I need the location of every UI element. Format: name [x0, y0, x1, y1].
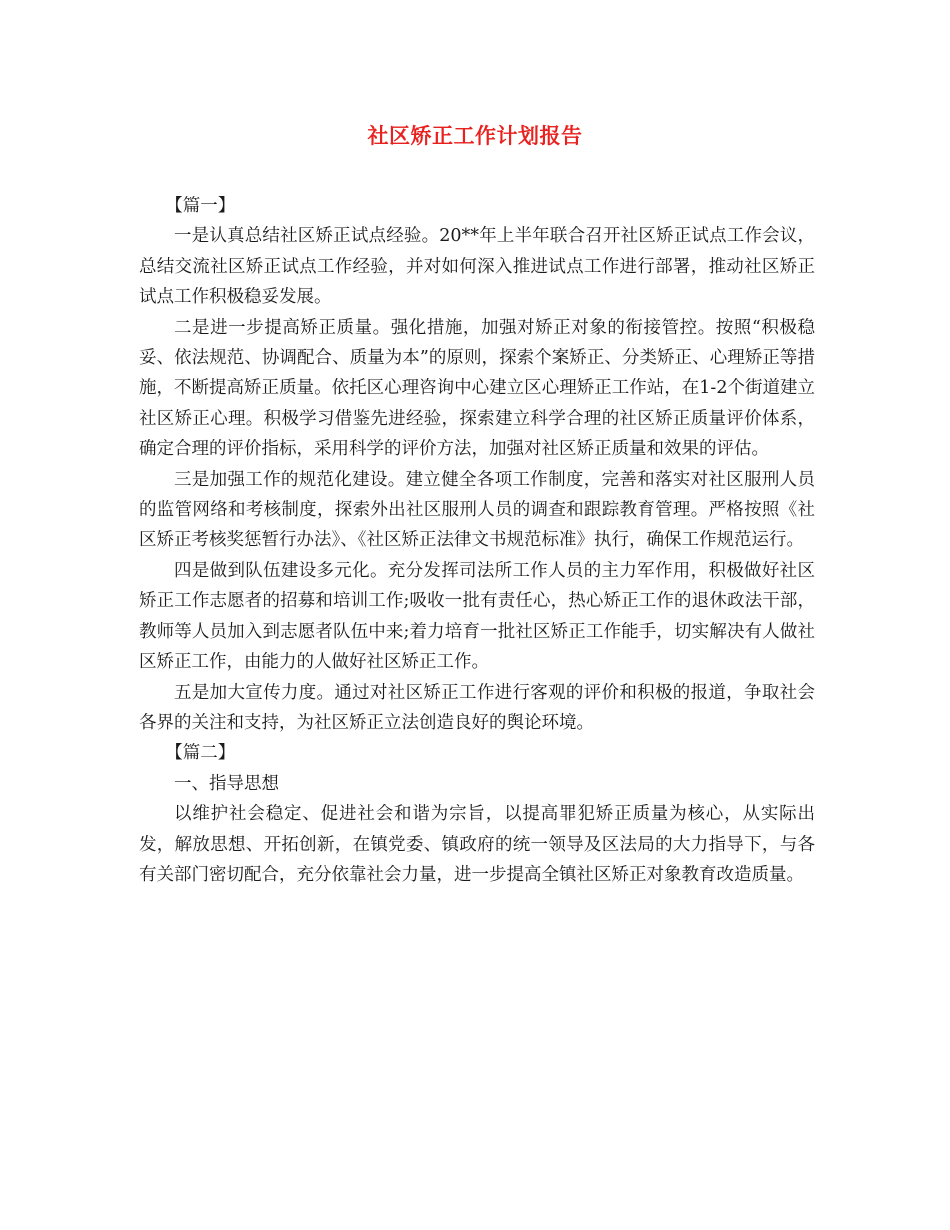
paragraph: 三是加强工作的规范化建设。建立健全各项工作制度，完善和落实对社区服刑人员的监管网络和考核制度，探索外出社区服刑人员的调查和跟踪教育管理。严格按照《社区矫正考核奖惩暂行办法》、《社区矫正法律文书规范标准》执行，确保工作规范运行。	[139, 469, 815, 551]
section-heading-2: 【篇二】	[165, 743, 236, 764]
paragraph: 四是做到队伍建设多元化。充分发挥司法所工作人员的主力军作用，积极做好社区矫正工作志愿者的招募和培训工作;吸收一批有责任心，热心矫正工作的退休政法干部，教师等人员加入到志愿者队伍中来;着力培育一批社区矫正工作能手，切实解决有人做社区矫正工作，由能力的人做好社区矫正工作。	[139, 560, 815, 673]
section-heading-1: 【篇一】	[165, 196, 236, 216]
paragraph: 五是加大宣传力度。通过对社区矫正工作进行客观的评价和积极的报道，争取社会各界的关注和支持，为社区矫正立法创造良好的舆论环境。	[139, 682, 815, 733]
paragraph: 二是进一步提高矫正质量。强化措施，加强对矫正对象的衔接管控。按照“积极稳妥、依法规范、协调配合、质量为本”的原则，探索个案矫正、分类矫正、心理矫正等措施，不断提高矫正质量。依托区心理咨询中心建立区心理矫正工作站，在1-2个街道建立社区矫正心理。积极学习借鉴先进经验，探索建立科学合理的社区矫正质量评价体系，确定合理的评价指标，采用科学的评价方法，加强对社区矫正质量和效果的评估。	[139, 317, 815, 460]
document-title: 社区矫正工作计划报告	[367, 123, 583, 148]
paragraph: 一是认真总结社区矫正试点经验。20**年上半年联合召开社区矫正试点工作会议，总结交流社区矫正试点工作经验，并对如何深入推进试点工作进行部署，推动社区矫正试点工作积极稳妥发展。	[139, 226, 815, 308]
subheading: 一、指导思想	[174, 773, 279, 794]
document-body	[139, 191, 815, 890]
paragraph: 以维护社会稳定、促进社会和谐为宗旨，以提高罪犯矫正质量为核心，从实际出发，解放思想、开拓创新，在镇党委、镇政府的统一领导及区法局的大力指导下，与各有关部门密切配合，充分依靠社会力量，进一步提高全镇社区矫正对象教育改造质量。	[139, 804, 815, 885]
